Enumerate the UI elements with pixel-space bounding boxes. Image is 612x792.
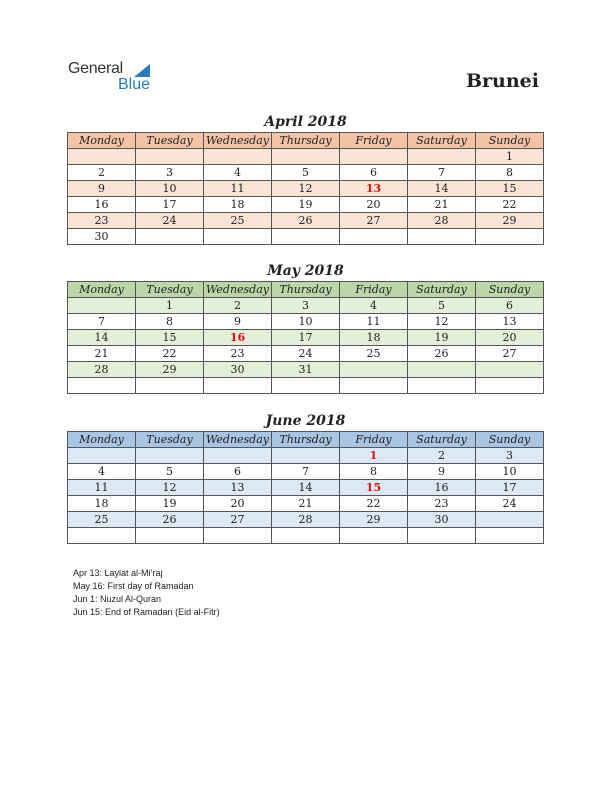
weekday-header: Thursday bbox=[272, 432, 340, 448]
day-cell: 20 bbox=[476, 330, 544, 346]
weekday-header: Monday bbox=[68, 282, 136, 298]
day-cell: 14 bbox=[68, 330, 136, 346]
day-cell: 25 bbox=[204, 213, 272, 229]
day-cell: 1 bbox=[476, 149, 544, 165]
day-cell bbox=[476, 229, 544, 245]
day-cell: 6 bbox=[340, 165, 408, 181]
day-cell: 2 bbox=[204, 298, 272, 314]
holiday-notes bbox=[73, 567, 220, 619]
day-cell: 1 bbox=[136, 298, 204, 314]
day-cell: 21 bbox=[272, 496, 340, 512]
generalblue-logo bbox=[68, 60, 168, 96]
day-cell: 6 bbox=[476, 298, 544, 314]
day-cell: 13 bbox=[476, 314, 544, 330]
day-cell: 27 bbox=[340, 213, 408, 229]
day-cell bbox=[476, 512, 544, 528]
day-cell: 16 bbox=[408, 480, 476, 496]
weekday-header: Monday bbox=[68, 133, 136, 149]
day-cell bbox=[408, 362, 476, 378]
day-cell bbox=[68, 448, 136, 464]
weekday-header-row bbox=[68, 282, 544, 298]
day-cell: 15 bbox=[476, 181, 544, 197]
day-cell: 29 bbox=[136, 362, 204, 378]
day-cell: 21 bbox=[408, 197, 476, 213]
day-cell: 20 bbox=[204, 496, 272, 512]
week-row bbox=[68, 298, 544, 314]
week-row bbox=[68, 528, 544, 544]
day-cell bbox=[204, 378, 272, 394]
week-row bbox=[68, 512, 544, 528]
day-cell: 27 bbox=[204, 512, 272, 528]
day-cell: 12 bbox=[136, 480, 204, 496]
week-row bbox=[68, 181, 544, 197]
day-cell: 9 bbox=[68, 181, 136, 197]
week-row bbox=[68, 362, 544, 378]
week-row bbox=[68, 330, 544, 346]
day-cell: 10 bbox=[136, 181, 204, 197]
weekday-header: Saturday bbox=[408, 432, 476, 448]
month-title: May 2018 bbox=[267, 263, 344, 279]
day-cell bbox=[408, 149, 476, 165]
day-cell bbox=[340, 229, 408, 245]
day-cell: 22 bbox=[136, 346, 204, 362]
day-cell: 30 bbox=[68, 229, 136, 245]
logo-text-blue: Blue bbox=[118, 76, 151, 93]
month-grid bbox=[67, 281, 544, 394]
day-cell bbox=[476, 362, 544, 378]
weekday-header-row bbox=[68, 133, 544, 149]
day-cell: 15 bbox=[340, 480, 408, 496]
day-cell: 17 bbox=[476, 480, 544, 496]
day-cell: 25 bbox=[340, 346, 408, 362]
day-cell: 23 bbox=[68, 213, 136, 229]
weekday-header: Wednesday bbox=[204, 133, 272, 149]
week-row bbox=[68, 496, 544, 512]
day-cell bbox=[408, 528, 476, 544]
day-cell bbox=[272, 528, 340, 544]
day-cell bbox=[408, 378, 476, 394]
day-cell: 24 bbox=[476, 496, 544, 512]
day-cell: 24 bbox=[272, 346, 340, 362]
day-cell: 2 bbox=[408, 448, 476, 464]
week-row bbox=[68, 480, 544, 496]
day-cell bbox=[340, 362, 408, 378]
week-row bbox=[68, 149, 544, 165]
country-title: Brunei bbox=[465, 70, 539, 92]
week-row bbox=[68, 464, 544, 480]
day-cell: 7 bbox=[272, 464, 340, 480]
day-cell: 4 bbox=[340, 298, 408, 314]
day-cell: 5 bbox=[136, 464, 204, 480]
day-cell bbox=[136, 229, 204, 245]
day-cell bbox=[136, 378, 204, 394]
note-item: May 16: First day of Ramadan bbox=[73, 581, 194, 591]
calendar-june bbox=[67, 411, 544, 544]
day-cell: 7 bbox=[68, 314, 136, 330]
note-item: Jun 1: Nuzul Al-Quran bbox=[73, 594, 162, 604]
day-cell: 8 bbox=[136, 314, 204, 330]
day-cell bbox=[204, 149, 272, 165]
logo-text-general: General bbox=[68, 60, 123, 77]
day-cell: 23 bbox=[204, 346, 272, 362]
day-cell: 14 bbox=[408, 181, 476, 197]
day-cell bbox=[340, 149, 408, 165]
day-cell bbox=[476, 378, 544, 394]
day-cell: 16 bbox=[68, 197, 136, 213]
day-cell: 7 bbox=[408, 165, 476, 181]
day-cell: 27 bbox=[476, 346, 544, 362]
day-cell: 20 bbox=[340, 197, 408, 213]
day-cell: 11 bbox=[340, 314, 408, 330]
day-cell bbox=[204, 229, 272, 245]
day-cell bbox=[68, 298, 136, 314]
day-cell: 24 bbox=[136, 213, 204, 229]
day-cell bbox=[272, 448, 340, 464]
day-cell: 12 bbox=[272, 181, 340, 197]
weekday-header: Friday bbox=[340, 133, 408, 149]
day-cell: 10 bbox=[272, 314, 340, 330]
day-cell: 29 bbox=[476, 213, 544, 229]
calendar-april bbox=[67, 112, 544, 245]
day-cell: 17 bbox=[272, 330, 340, 346]
logo-triangle-icon bbox=[134, 64, 150, 77]
day-cell bbox=[68, 378, 136, 394]
day-cell: 22 bbox=[340, 496, 408, 512]
weekday-header: Wednesday bbox=[204, 282, 272, 298]
day-cell: 9 bbox=[408, 464, 476, 480]
day-cell bbox=[340, 528, 408, 544]
month-title: April 2018 bbox=[264, 114, 347, 130]
day-cell: 3 bbox=[272, 298, 340, 314]
day-cell: 28 bbox=[408, 213, 476, 229]
day-cell: 10 bbox=[476, 464, 544, 480]
weekday-header: Sunday bbox=[476, 282, 544, 298]
day-cell: 1 bbox=[340, 448, 408, 464]
weekday-header: Sunday bbox=[476, 432, 544, 448]
day-cell: 28 bbox=[272, 512, 340, 528]
day-cell: 9 bbox=[204, 314, 272, 330]
day-cell: 4 bbox=[68, 464, 136, 480]
day-cell: 5 bbox=[408, 298, 476, 314]
week-row bbox=[68, 448, 544, 464]
day-cell: 15 bbox=[136, 330, 204, 346]
weekday-header-row bbox=[68, 432, 544, 448]
weekday-header: Tuesday bbox=[136, 282, 204, 298]
calendar-may bbox=[67, 261, 544, 394]
day-cell: 8 bbox=[476, 165, 544, 181]
day-cell bbox=[204, 528, 272, 544]
day-cell bbox=[340, 378, 408, 394]
day-cell: 18 bbox=[340, 330, 408, 346]
day-cell: 22 bbox=[476, 197, 544, 213]
day-cell: 30 bbox=[204, 362, 272, 378]
day-cell bbox=[68, 149, 136, 165]
day-cell: 11 bbox=[204, 181, 272, 197]
day-cell bbox=[136, 528, 204, 544]
weekday-header: Friday bbox=[340, 432, 408, 448]
month-grid bbox=[67, 431, 544, 544]
day-cell: 21 bbox=[68, 346, 136, 362]
day-cell: 2 bbox=[68, 165, 136, 181]
day-cell: 26 bbox=[408, 346, 476, 362]
day-cell: 11 bbox=[68, 480, 136, 496]
day-cell: 19 bbox=[136, 496, 204, 512]
day-cell bbox=[272, 149, 340, 165]
weekday-header: Friday bbox=[340, 282, 408, 298]
day-cell: 8 bbox=[340, 464, 408, 480]
weekday-header: Saturday bbox=[408, 282, 476, 298]
day-cell: 26 bbox=[272, 213, 340, 229]
day-cell: 4 bbox=[204, 165, 272, 181]
day-cell: 25 bbox=[68, 512, 136, 528]
day-cell: 14 bbox=[272, 480, 340, 496]
day-cell: 18 bbox=[68, 496, 136, 512]
month-title: June 2018 bbox=[265, 413, 346, 429]
day-cell: 23 bbox=[408, 496, 476, 512]
week-row bbox=[68, 213, 544, 229]
weekday-header: Sunday bbox=[476, 133, 544, 149]
day-cell: 26 bbox=[136, 512, 204, 528]
day-cell bbox=[272, 229, 340, 245]
weekday-header: Tuesday bbox=[136, 133, 204, 149]
weekday-header: Thursday bbox=[272, 133, 340, 149]
day-cell bbox=[204, 448, 272, 464]
day-cell: 19 bbox=[408, 330, 476, 346]
day-cell: 12 bbox=[408, 314, 476, 330]
day-cell: 13 bbox=[340, 181, 408, 197]
day-cell bbox=[136, 448, 204, 464]
weekday-header: Saturday bbox=[408, 133, 476, 149]
weekday-header: Monday bbox=[68, 432, 136, 448]
week-row bbox=[68, 346, 544, 362]
day-cell: 5 bbox=[272, 165, 340, 181]
day-cell: 3 bbox=[476, 448, 544, 464]
day-cell: 17 bbox=[136, 197, 204, 213]
day-cell bbox=[476, 528, 544, 544]
note-item: Apr 13: Laylat al-Mi’raj bbox=[73, 568, 163, 578]
day-cell: 29 bbox=[340, 512, 408, 528]
day-cell: 19 bbox=[272, 197, 340, 213]
day-cell bbox=[408, 229, 476, 245]
day-cell: 16 bbox=[204, 330, 272, 346]
week-row bbox=[68, 197, 544, 213]
day-cell: 13 bbox=[204, 480, 272, 496]
month-grid bbox=[67, 132, 544, 245]
day-cell bbox=[272, 378, 340, 394]
day-cell: 28 bbox=[68, 362, 136, 378]
day-cell bbox=[136, 149, 204, 165]
week-row bbox=[68, 229, 544, 245]
note-item: Jun 15: End of Ramadan (Eid al-Fitr) bbox=[73, 607, 220, 617]
day-cell: 31 bbox=[272, 362, 340, 378]
weekday-header: Wednesday bbox=[204, 432, 272, 448]
day-cell bbox=[68, 528, 136, 544]
day-cell: 6 bbox=[204, 464, 272, 480]
day-cell: 18 bbox=[204, 197, 272, 213]
day-cell: 30 bbox=[408, 512, 476, 528]
weekday-header: Thursday bbox=[272, 282, 340, 298]
week-row bbox=[68, 378, 544, 394]
week-row bbox=[68, 165, 544, 181]
week-row bbox=[68, 314, 544, 330]
weekday-header: Tuesday bbox=[136, 432, 204, 448]
day-cell: 3 bbox=[136, 165, 204, 181]
